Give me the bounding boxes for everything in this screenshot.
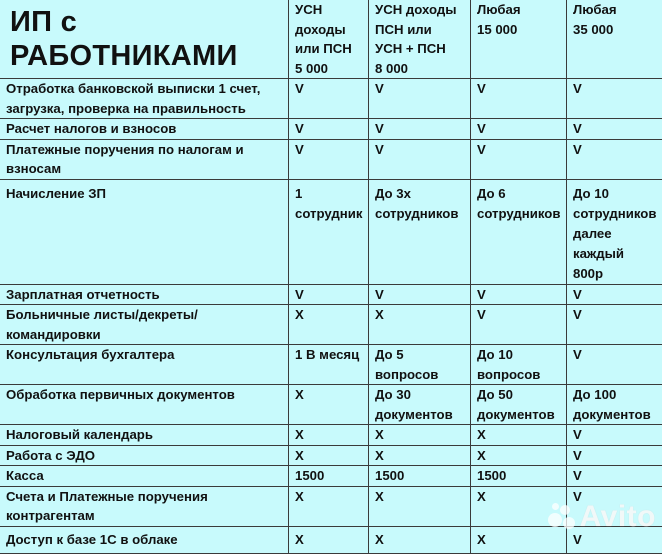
column-header-line: УСН + ПСН bbox=[375, 39, 464, 59]
row-label: Начисление ЗП bbox=[0, 179, 289, 284]
column-header-line: Любая bbox=[573, 0, 657, 20]
column-header-line: УСН bbox=[295, 0, 362, 20]
cell-value: V bbox=[567, 119, 662, 140]
row-label: Зарплатная отчетность bbox=[0, 284, 289, 305]
row-label: Отработка банковской выписки 1 счет, загрузка, проверка на правильность bbox=[0, 79, 289, 119]
row-label: Счета и Платежные поручения контрагентам bbox=[0, 486, 289, 526]
cell-value: 1 В месяц bbox=[289, 345, 369, 385]
row-label: Больничные листы/декреты/командировки bbox=[0, 305, 289, 345]
column-header-price: 5 000 bbox=[295, 59, 362, 79]
cell-value: X bbox=[369, 425, 471, 446]
cell-value: X bbox=[289, 385, 369, 425]
cell-value: До 100 документов bbox=[567, 385, 662, 425]
cell-value: V bbox=[567, 445, 662, 466]
cell-value: V bbox=[567, 139, 662, 179]
cell-value: V bbox=[369, 119, 471, 140]
column-header-price: 15 000 bbox=[477, 20, 560, 40]
table-row bbox=[0, 466, 662, 487]
row-label: Доступ к базе 1С в облаке bbox=[0, 526, 289, 553]
cell-value: X bbox=[471, 486, 567, 526]
cell-value: V bbox=[289, 284, 369, 305]
cell-value: V bbox=[567, 284, 662, 305]
cell-value: V bbox=[471, 119, 567, 140]
cell-value: V bbox=[289, 119, 369, 140]
cell-value: V bbox=[471, 284, 567, 305]
cell-value: 1500 bbox=[471, 466, 567, 487]
table-row bbox=[0, 179, 662, 284]
cell-value: X bbox=[289, 486, 369, 526]
cell-value: V bbox=[567, 526, 662, 553]
cell-value: V bbox=[567, 305, 662, 345]
row-label: Касса bbox=[0, 466, 289, 487]
cell-value: V bbox=[567, 345, 662, 385]
cell-value: X bbox=[471, 526, 567, 553]
cell-value: X bbox=[289, 305, 369, 345]
column-header-line: или ПСН bbox=[295, 39, 362, 59]
table-row bbox=[0, 425, 662, 446]
cell-value: X bbox=[289, 526, 369, 553]
column-header-line: Любая bbox=[477, 0, 560, 20]
cell-value: 1500 bbox=[369, 466, 471, 487]
header-row bbox=[0, 0, 662, 79]
cell-value: V bbox=[289, 79, 369, 119]
row-label: Платежные поручения по налогам и взносам bbox=[0, 139, 289, 179]
cell-value: 1500 bbox=[289, 466, 369, 487]
table-row bbox=[0, 284, 662, 305]
row-label: Расчет налогов и взносов bbox=[0, 119, 289, 140]
cell-value: До 6 сотрудников bbox=[471, 179, 567, 284]
watermark-text: Avito bbox=[580, 500, 656, 534]
row-label: Работа с ЭДО bbox=[0, 445, 289, 466]
cell-value: V bbox=[567, 79, 662, 119]
table-row bbox=[0, 79, 662, 119]
row-label: Налоговый календарь bbox=[0, 425, 289, 446]
column-header-price: 8 000 bbox=[375, 59, 464, 79]
cell-value: V bbox=[369, 79, 471, 119]
column-header-price: 35 000 bbox=[573, 20, 657, 40]
column-header-line: доходы bbox=[295, 20, 362, 40]
column-header-2 bbox=[369, 0, 471, 79]
row-label: Обработка первичных документов bbox=[0, 385, 289, 425]
table-row bbox=[0, 139, 662, 179]
cell-value: X bbox=[289, 445, 369, 466]
cell-value: X bbox=[369, 445, 471, 466]
title-line-1: ИП с bbox=[10, 5, 282, 39]
cell-value: V bbox=[471, 305, 567, 345]
column-header-3 bbox=[471, 0, 567, 79]
cell-value: X bbox=[369, 486, 471, 526]
cell-value: V bbox=[567, 425, 662, 446]
row-label: Консультация бухгалтера bbox=[0, 345, 289, 385]
cell-value: 1 сотрудник bbox=[289, 179, 369, 284]
cell-value: V bbox=[369, 284, 471, 305]
cell-value: V bbox=[567, 466, 662, 487]
table-row bbox=[0, 445, 662, 466]
cell-value: До 3х сотрудников bbox=[369, 179, 471, 284]
cell-value: V bbox=[369, 139, 471, 179]
table-row bbox=[0, 119, 662, 140]
cell-value: До 10 вопросов bbox=[471, 345, 567, 385]
cell-value: V bbox=[471, 79, 567, 119]
table-row bbox=[0, 305, 662, 345]
column-header-line: ПСН или bbox=[375, 20, 464, 40]
cell-value: До 30 документов bbox=[369, 385, 471, 425]
column-header-4 bbox=[567, 0, 662, 79]
column-header-line: УСН доходы bbox=[375, 0, 464, 20]
cell-value: X bbox=[289, 425, 369, 446]
cell-value: X bbox=[369, 526, 471, 553]
cell-value: V bbox=[289, 139, 369, 179]
cell-value: До 10 сотрудников далее каждый 800р bbox=[567, 179, 662, 284]
cell-value: До 50 документов bbox=[471, 385, 567, 425]
table-row bbox=[0, 385, 662, 425]
cell-value: X bbox=[369, 305, 471, 345]
cell-value: V bbox=[567, 486, 662, 526]
cell-value: V bbox=[471, 139, 567, 179]
cell-value: X bbox=[471, 425, 567, 446]
title-line-2: РАБОТНИКАМИ bbox=[10, 39, 282, 73]
table-row bbox=[0, 345, 662, 385]
table-row bbox=[0, 486, 662, 526]
cell-value: X bbox=[471, 445, 567, 466]
column-header-1 bbox=[289, 0, 369, 79]
cell-value: До 5 вопросов bbox=[369, 345, 471, 385]
table-title bbox=[0, 0, 289, 79]
